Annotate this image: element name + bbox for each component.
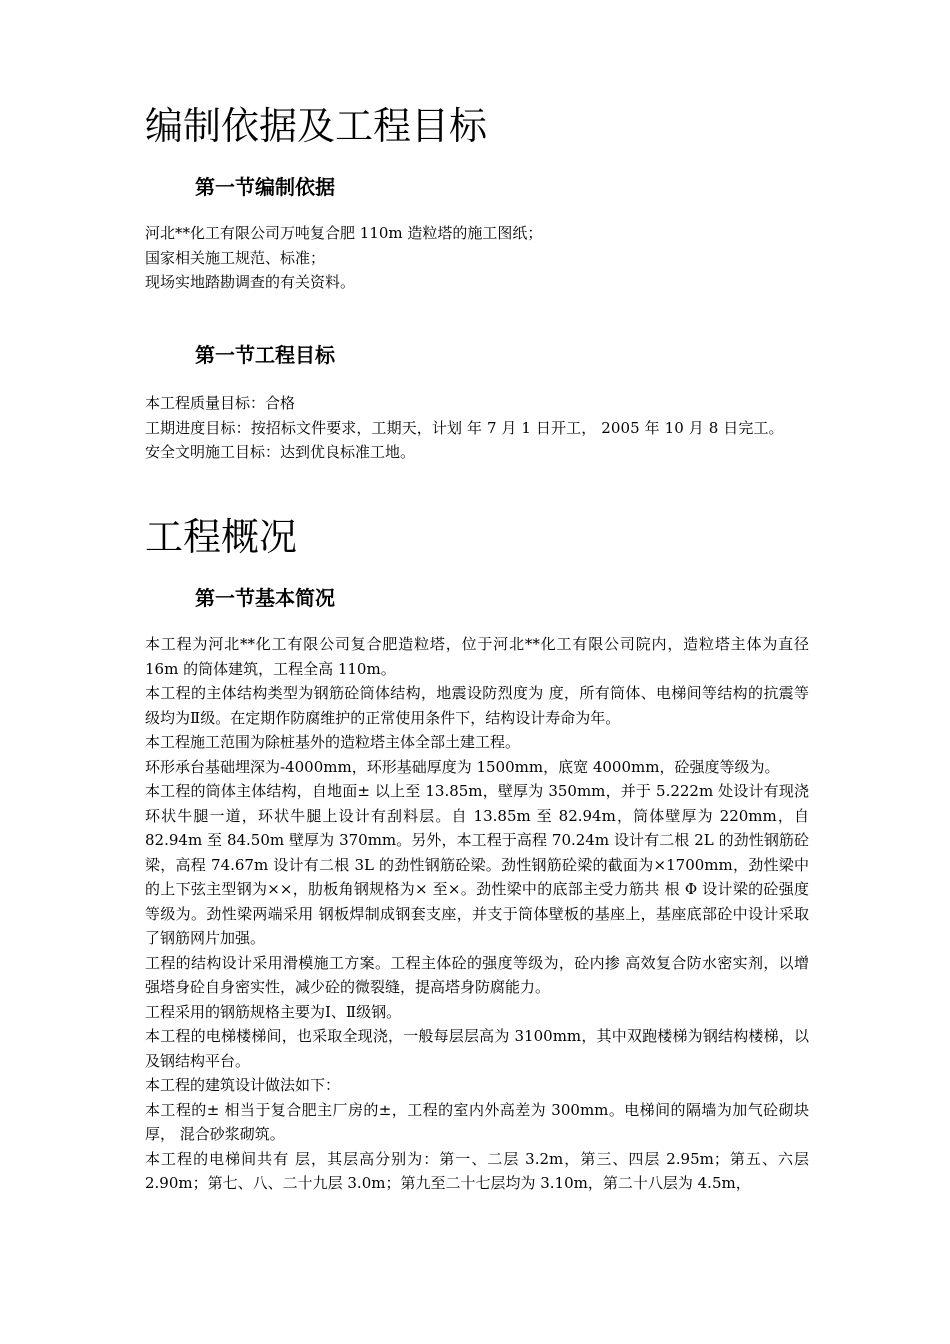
overview-paragraph: 本工程的电梯间共有 层，其层高分别为：第一、二层 3.2m，第三、四层 2.95m；第五、六层 2.90m；第七、八、二十九层 3.0m；第九至二十七层均为 3.10m，第二十八层为 4.5m， [145, 1149, 809, 1192]
goals-list [145, 391, 809, 465]
subsection-title-basic-info: 第一节基本简况 [195, 586, 335, 610]
overview-paragraph: 环形承台基础埋深为-4000mm，环形基础厚度为 1500mm，底宽 4000mm，砼强度等级为。 [145, 757, 780, 776]
overview-body [145, 632, 809, 1196]
overview-paragraph: 本工程的主体结构类型为钢筋砼筒体结构，地震设防烈度为 度，所有筒体、电梯间等结构的抗震等级均为Ⅱ级。在定期作防腐维护的正常使用条件下，结构设计寿命为年。 [145, 684, 809, 727]
section-title-overview: 工程概况 [145, 515, 298, 559]
basis-item: 河北**化工有限公司万吨复合肥 110m 造粒塔的施工图纸； [145, 224, 543, 242]
subsection-title-goals: 第一节工程目标 [195, 343, 335, 367]
overview-paragraph: 工程采用的钢筋规格主要为Ⅰ、Ⅱ级钢。 [145, 1002, 402, 1021]
goal-item: 工期进度目标：按招标文件要求，工期天，计划 年 7 月 1 日开工， 2005 年 10 月 8 日完工。 [145, 418, 784, 437]
subsection-title-basis: 第一节编制依据 [195, 175, 335, 199]
overview-paragraph: 本工程施工范围为除桩基外的造粒塔主体全部土建工程。 [145, 733, 521, 751]
overview-paragraph: 本工程的建筑设计做法如下： [145, 1076, 341, 1094]
section-title-basis-and-goals: 编制依据及工程目标 [145, 104, 488, 148]
overview-paragraph: 本工程的筒体主体结构，自地面± 以上至 13.85m，壁厚为 350mm，并于 5.222m 处设计有现浇环状牛腿一道，环状牛腿上设计有刮料层。自 13.85m 至 82.94m，筒体壁厚为 220mm，自 82.94m 至 84.50m 壁厚为 370mm。另外，本工程于高程 70.24m 设计有二根 2L 的劲性钢筋砼梁，高程 74.67m 设计有二根 3L 的劲性钢筋砼梁。劲性钢筋砼梁的截面为×1700mm，劲性梁中的上下弦主型钢为××，肋板角钢规格为× 至×。劲性梁中的底部主受力筋共 根 Φ 设计梁的砼强度等级为。劲性梁两端采用 钢板焊制成钢套支座，并支于筒体壁板的基座上，基座底部砼中设计采取了钢筋网片加强。 [145, 782, 809, 947]
basis-list [145, 221, 809, 295]
goal-item: 本工程质量目标：合格 [145, 394, 296, 412]
basis-item: 国家相关施工规范、标准； [145, 248, 326, 267]
overview-paragraph: 本工程的± 相当于复合肥主厂房的±，工程的室内外高差为 300mm。电梯间的隔墙为加气砼砌块 厚， 混合砂浆砌筑。 [145, 1100, 809, 1143]
basis-item: 现场实地踏勘调查的有关资料。 [145, 273, 356, 291]
overview-paragraph: 本工程为河北**化工有限公司复合肥造粒塔，位于河北**化工有限公司院内，造粒塔主体为直径 16m 的筒体建筑，工程全高 110m。 [145, 635, 809, 678]
overview-paragraph: 本工程的电梯楼梯间，也采取全现浇，一般每层层高为 3100mm，其中双跑楼梯为钢结构楼梯，以及钢结构平台。 [145, 1027, 809, 1070]
goal-item: 安全文明施工目标：达到优良标准工地。 [145, 443, 416, 461]
overview-paragraph: 工程的结构设计采用滑模施工方案。工程主体砼的强度等级为，砼内掺 高效复合防水密实剂，以增强塔身砼自身密实性，减少砼的微裂缝，提高塔身防腐能力。 [145, 953, 809, 996]
